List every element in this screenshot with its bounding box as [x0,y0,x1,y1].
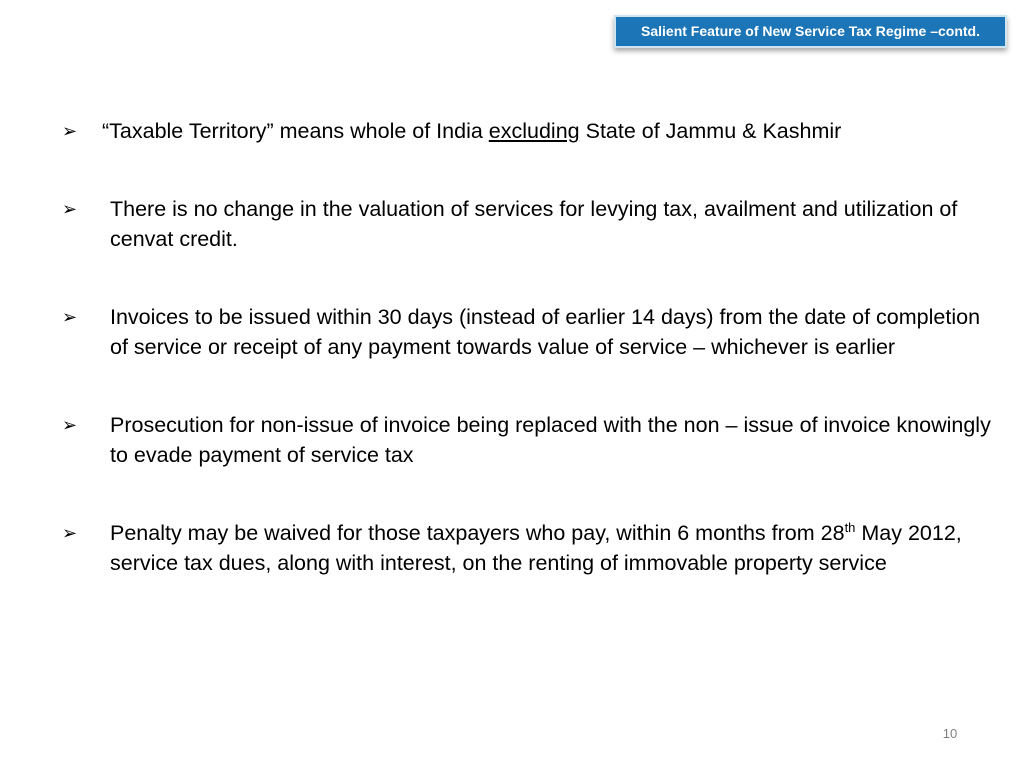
bullet-item-invoices [60,302,1000,362]
bullet-date-day: 28 [820,521,845,545]
bullet-text: Invoices to be issued within 30 days (instead of earlier 14 days) from the date of completion of service or receipt of any payment towards value of service – whichever is earlier [110,305,981,359]
bullet-item-taxable-territory [60,116,1000,146]
arrow-bullet-icon: ➢ [62,415,78,435]
bullet-list [60,116,1000,578]
bullet-item-valuation [60,194,1000,254]
bullet-text: There is no change in the valuation of services for levying tax, availment and utilization of cenvat credit. [110,197,958,251]
bullet-text-line1: Penalty may be waived for those taxpayers who pay, within 6 months from [110,521,821,545]
bullet-item-penalty [60,518,1000,578]
bullet-text-underlined: excluding [488,119,580,143]
bullet-text-after: May 2012, service tax dues, along with interest, on the renting of immovable property service [110,521,962,575]
arrow-bullet-icon: ➢ [62,307,78,327]
bullet-text: Prosecution for non-issue of invoice being replaced with the non – issue of invoice knowingly to evade payment of service tax [110,413,991,467]
bullet-text-after: State of Jammu & Kashmir [579,119,842,143]
slide-header-title: Salient Feature of New Service Tax Regime –contd. [641,23,980,39]
page-number: 10 [942,726,958,741]
arrow-bullet-icon: ➢ [62,121,78,141]
bullet-date-suffix: th [844,520,856,535]
bullet-item-prosecution [60,410,1000,470]
arrow-bullet-icon: ➢ [62,199,78,219]
bullet-text-before: “Taxable Territory” means whole of India [102,119,489,143]
slide-header-banner [614,15,1007,48]
arrow-bullet-icon: ➢ [62,523,78,543]
